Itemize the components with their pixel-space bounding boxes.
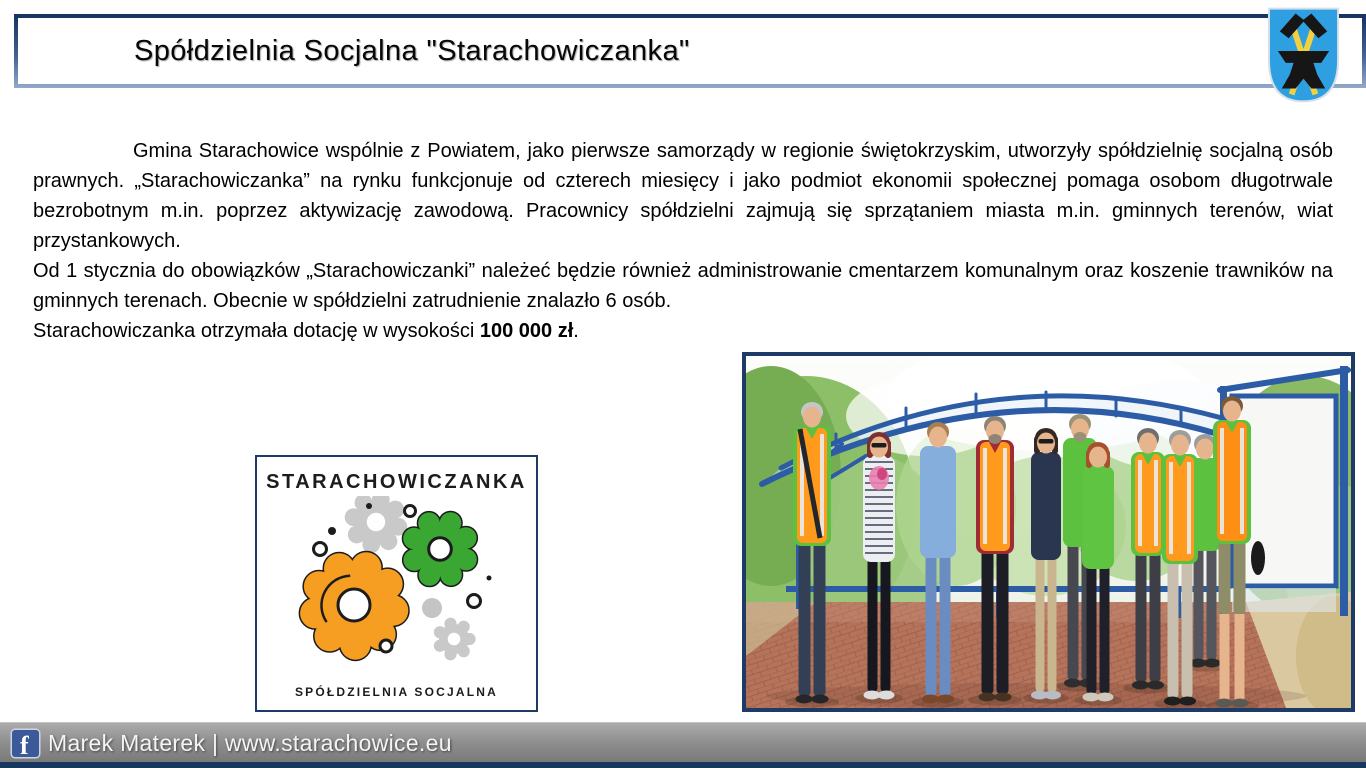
starachowice-coat-of-arms-icon [1266, 5, 1341, 105]
gears-graphic [257, 496, 540, 674]
paragraph-3-text: Starachowiczanka otrzymała dotację w wysokości [33, 320, 480, 342]
page-title: Spółdzielnia Socjalna "Starachowiczanka" [134, 34, 690, 67]
footer-accent-strip [0, 762, 1366, 768]
header-bar [14, 14, 1366, 88]
facebook-icon [12, 730, 39, 757]
footer-bar [0, 722, 1366, 768]
logo-subtitle: SPÓŁDZIELNIA SOCJALNA [294, 685, 499, 699]
body-text [33, 136, 1333, 346]
header-inner [18, 18, 1362, 84]
group-photo [742, 352, 1355, 712]
footer-text: Marek Materek | www.starachowice.eu [48, 730, 452, 756]
paragraph-3-period: . [573, 320, 579, 342]
paragraph-1: Gmina Starachowice wspólnie z Powiatem, jako pierwsze samorządy w regionie świętokrzyskim, utworzyły spółdzielnię socjalną osób prawnych. „Starachowiczanka” na rynku funkcjonuje od czterech miesięcy i jako podmiot ekonomii społecznej pomaga osobom długotrwale bezrobotnym m.in. poprzez aktywizację zawodową. Pracownicy spółdzielni zajmują się sprzątaniem miasta m.in. gminnych terenów, wiat przystankowych. [33, 140, 1333, 252]
grant-amount: 100 000 zł [479, 320, 574, 342]
paragraph-2: Od 1 stycznia do obowiązków „Starachowiczanki” należeć będzie również administrowanie cmentarzem komunalnym oraz koszenie trawników na gminnych terenach. Obecnie w spółdzielni zatrudnienie znalazło 6 osób. [33, 260, 1333, 312]
paragraph-3 [33, 316, 1333, 346]
cooperative-logo [255, 455, 538, 712]
logo-title: STARACHOWICZANKA [266, 471, 527, 493]
group-photo-illustration [746, 356, 1351, 708]
facebook-icon-letter: f [20, 731, 29, 757]
